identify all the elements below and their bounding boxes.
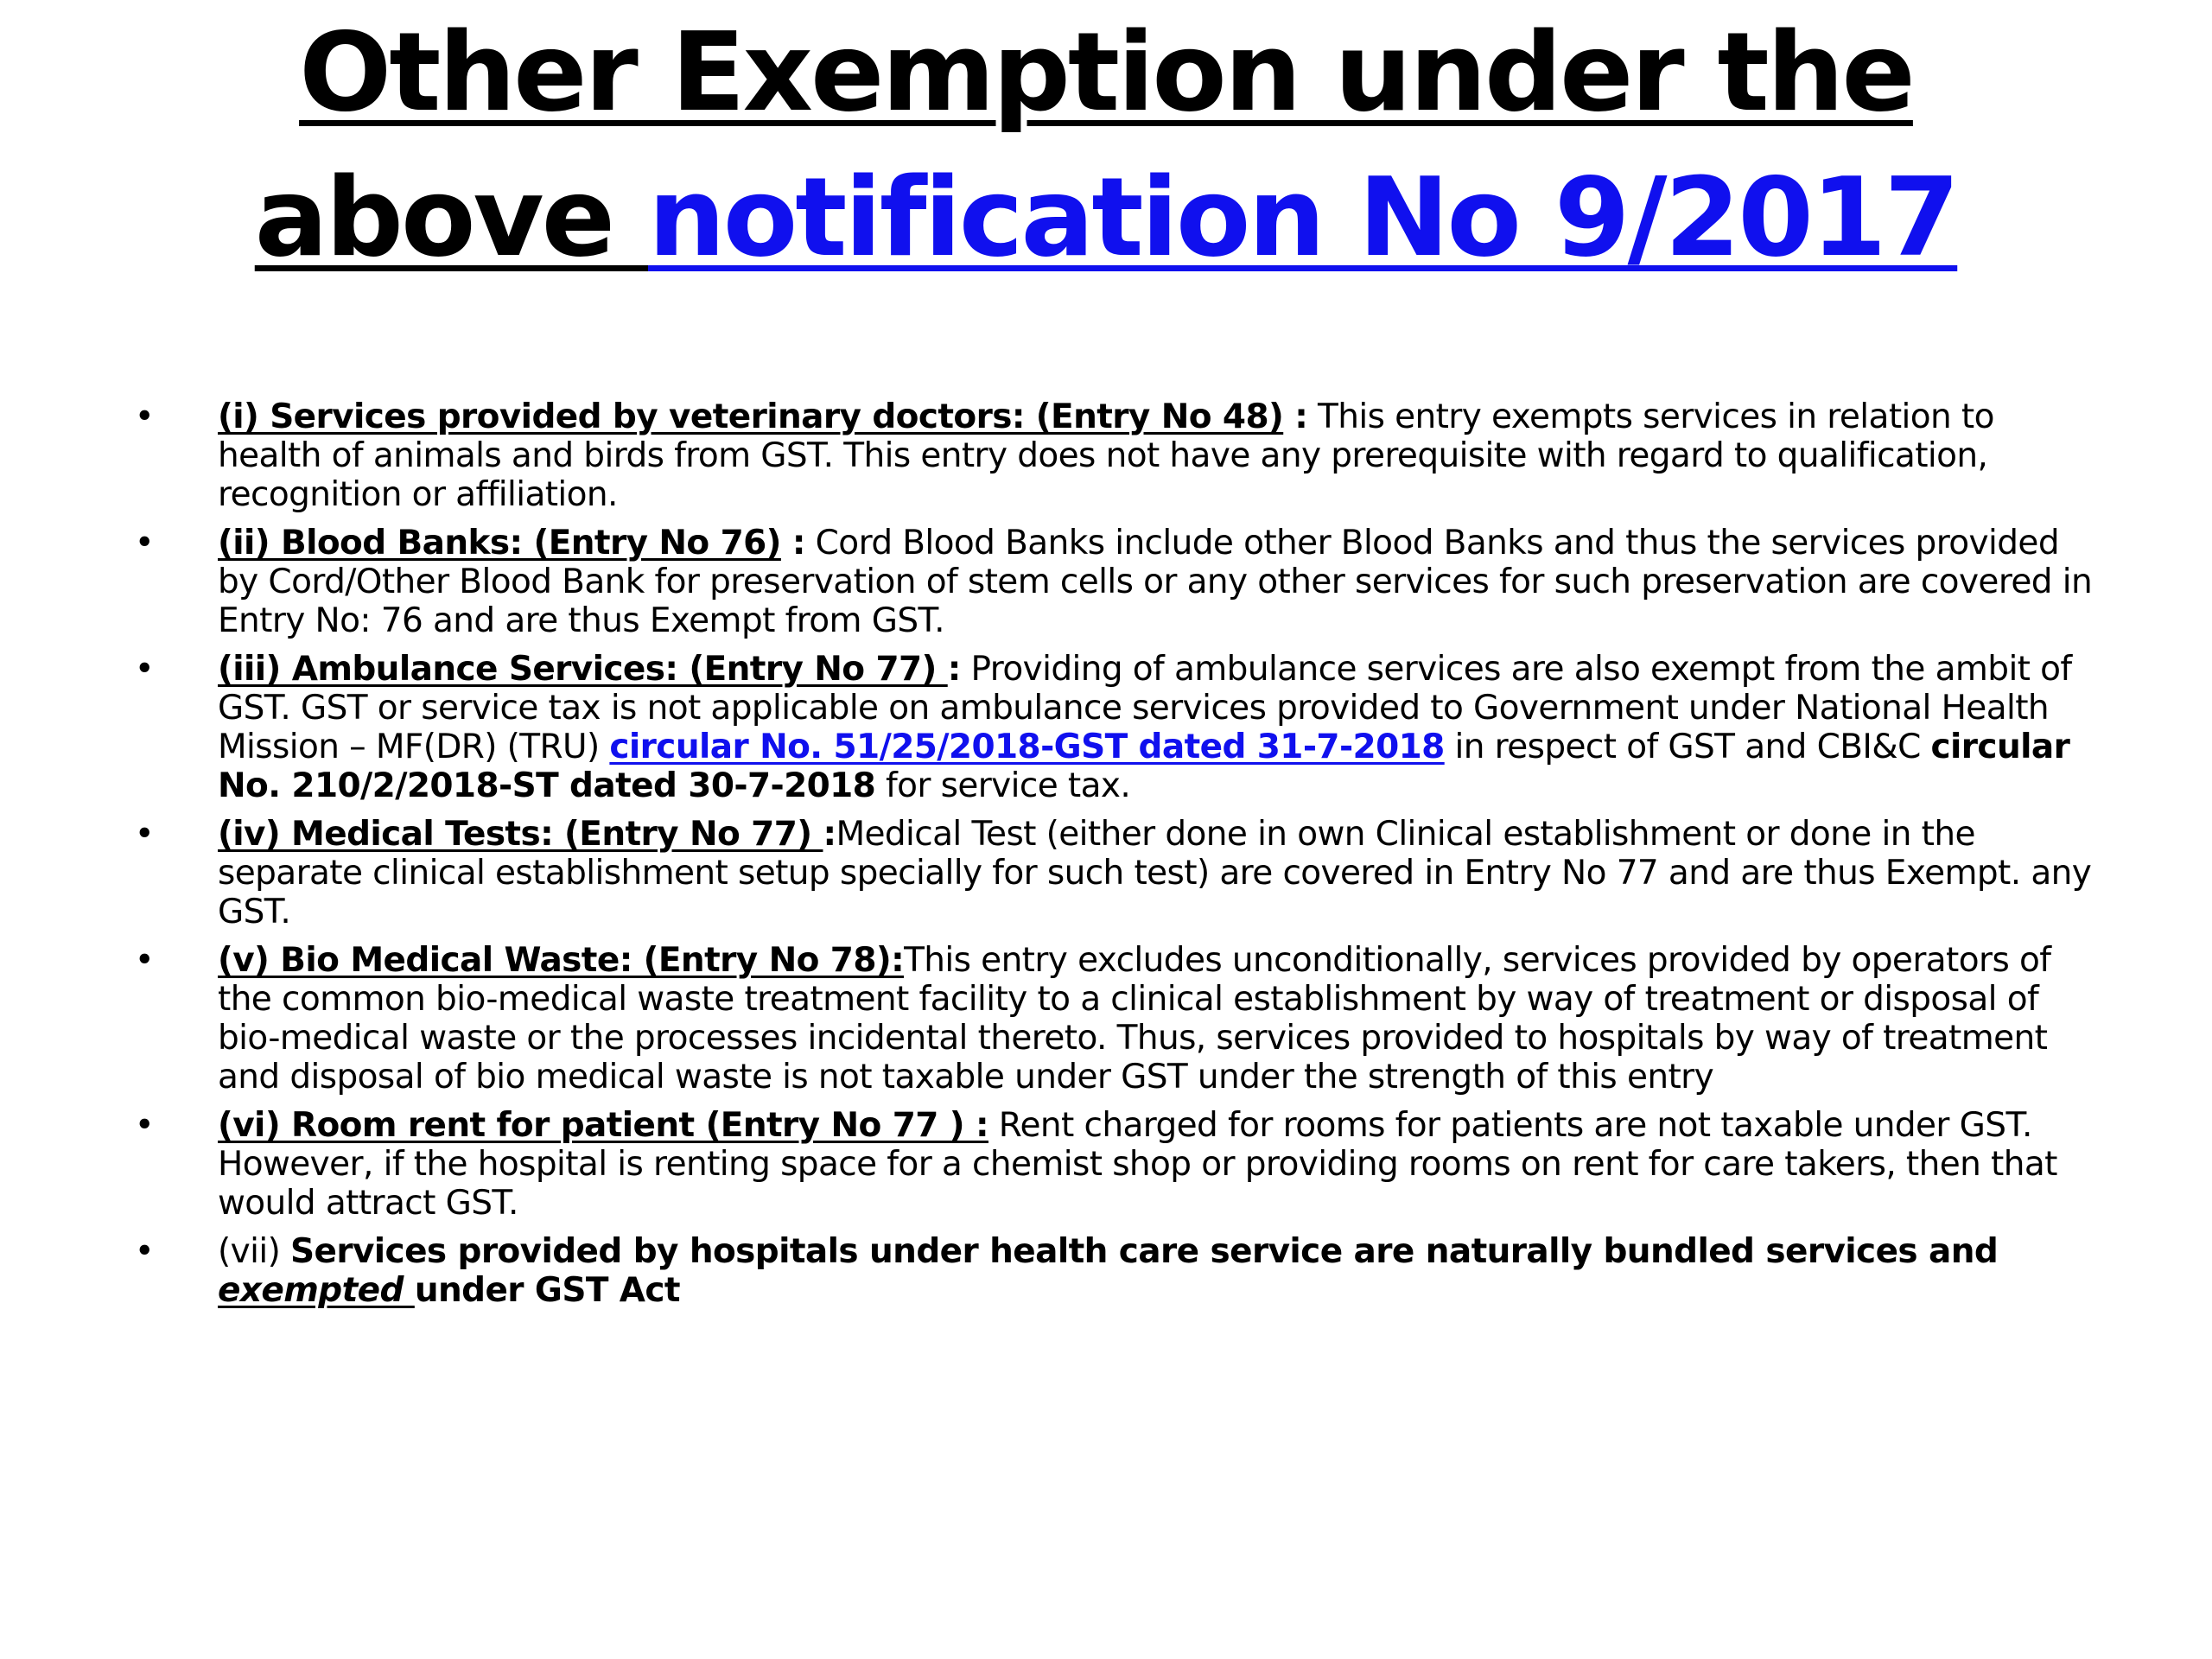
bullet-icon: • [134, 397, 155, 436]
page-title [0, 0, 2212, 290]
list-item [134, 524, 2097, 640]
item-heading: (v) Bio Medical Waste: (Entry No 78): [218, 941, 905, 980]
notification-link[interactable]: notification No 9/2017 [648, 154, 1958, 281]
item-text: This entry exempts services in relation to health of animals and birds from GST. This entry does not have any prerequisite with regard to qualification, recognition or affiliation. [218, 397, 1994, 514]
item-text: Cord Blood Banks include other Blood Banks and thus the services provided by Cord/Other Blood Bank for preservation of stem cells or any other services for such preservation are covered in Entry No: 76 and are thus Exempt from GST. [218, 524, 2093, 640]
bullet-icon: • [134, 941, 155, 980]
bullet-icon: • [134, 524, 155, 563]
circular-gst-link[interactable]: circular No. 51/25/2018-GST dated 31-7-2018 [609, 728, 1445, 766]
item-heading: (vi) Room rent for patient (Entry No 77 ) : [218, 1106, 988, 1145]
list-item [134, 1106, 2097, 1223]
item-bold-text: Services provided by hospitals under health care service are naturally bundled services and [289, 1232, 1999, 1271]
bullet-icon: • [134, 650, 155, 689]
list-item [134, 1232, 2097, 1310]
item-text: in respect of GST and CBI&C [1444, 728, 1931, 766]
item-heading: (iii) Ambulance Services: (Entry No 77) [218, 650, 948, 689]
exemption-list [134, 397, 2097, 1319]
bullet-icon: • [134, 1232, 155, 1271]
item-text: Medical Test (either done in own Clinical establishment or done in the separate clinical establishment setup specially for such test) are covered in Entry No 77 and are thus Exempt. any GST. [218, 815, 2092, 931]
item-heading: (iv) Medical Tests: (Entry No 77) [218, 815, 823, 854]
item-heading: (i) Services provided by veterinary doctors: (Entry No 48) [218, 397, 1284, 436]
item-text: for service tax. [875, 766, 1131, 805]
bullet-icon: • [134, 815, 155, 854]
item-prefix: (vii) [218, 1232, 290, 1271]
list-item [134, 815, 2097, 931]
item-colon: : [947, 650, 961, 689]
item-text: This entry excludes unconditionally, services provided by operators of the common bio-medical waste treatment facility to a clinical establishment by way of treatment or disposal of bio-medical waste or the processes incidental thereto. Thus, services provided to hospitals by way of treatment and disposal of bio medical waste is not taxable under GST under the strength of this entry [218, 941, 2051, 1096]
bullet-icon: • [134, 1106, 155, 1145]
item-text: Providing of ambulance services are also exempt from the ambit of GST. GST or service tax is not applicable on ambulance services provided to Government under National Health Mission – MF(DR) (TRU) [218, 650, 2072, 766]
item-bold-text: under GST Act [414, 1271, 680, 1310]
item-colon: : [823, 815, 836, 854]
title-line-1: Other Exemption under the [299, 9, 1913, 136]
list-item [134, 941, 2097, 1096]
list-item [134, 397, 2097, 514]
item-emphasis: exempted [218, 1271, 415, 1310]
item-colon: : [1283, 397, 1308, 436]
item-heading: (ii) Blood Banks: (Entry No 76) [218, 524, 781, 563]
item-colon: : [780, 524, 805, 563]
circular-st-reference: circular No. 210/2/2018-ST dated 30-7-2018 [218, 728, 2070, 805]
item-text: Rent charged for rooms for patients are not taxable under GST. However, if the hospital is renting space for a chemist shop or providing rooms on rent for care takers, then that would attract GST. [218, 1106, 2057, 1223]
title-line-2-prefix: above [254, 154, 649, 281]
list-item [134, 650, 2097, 805]
